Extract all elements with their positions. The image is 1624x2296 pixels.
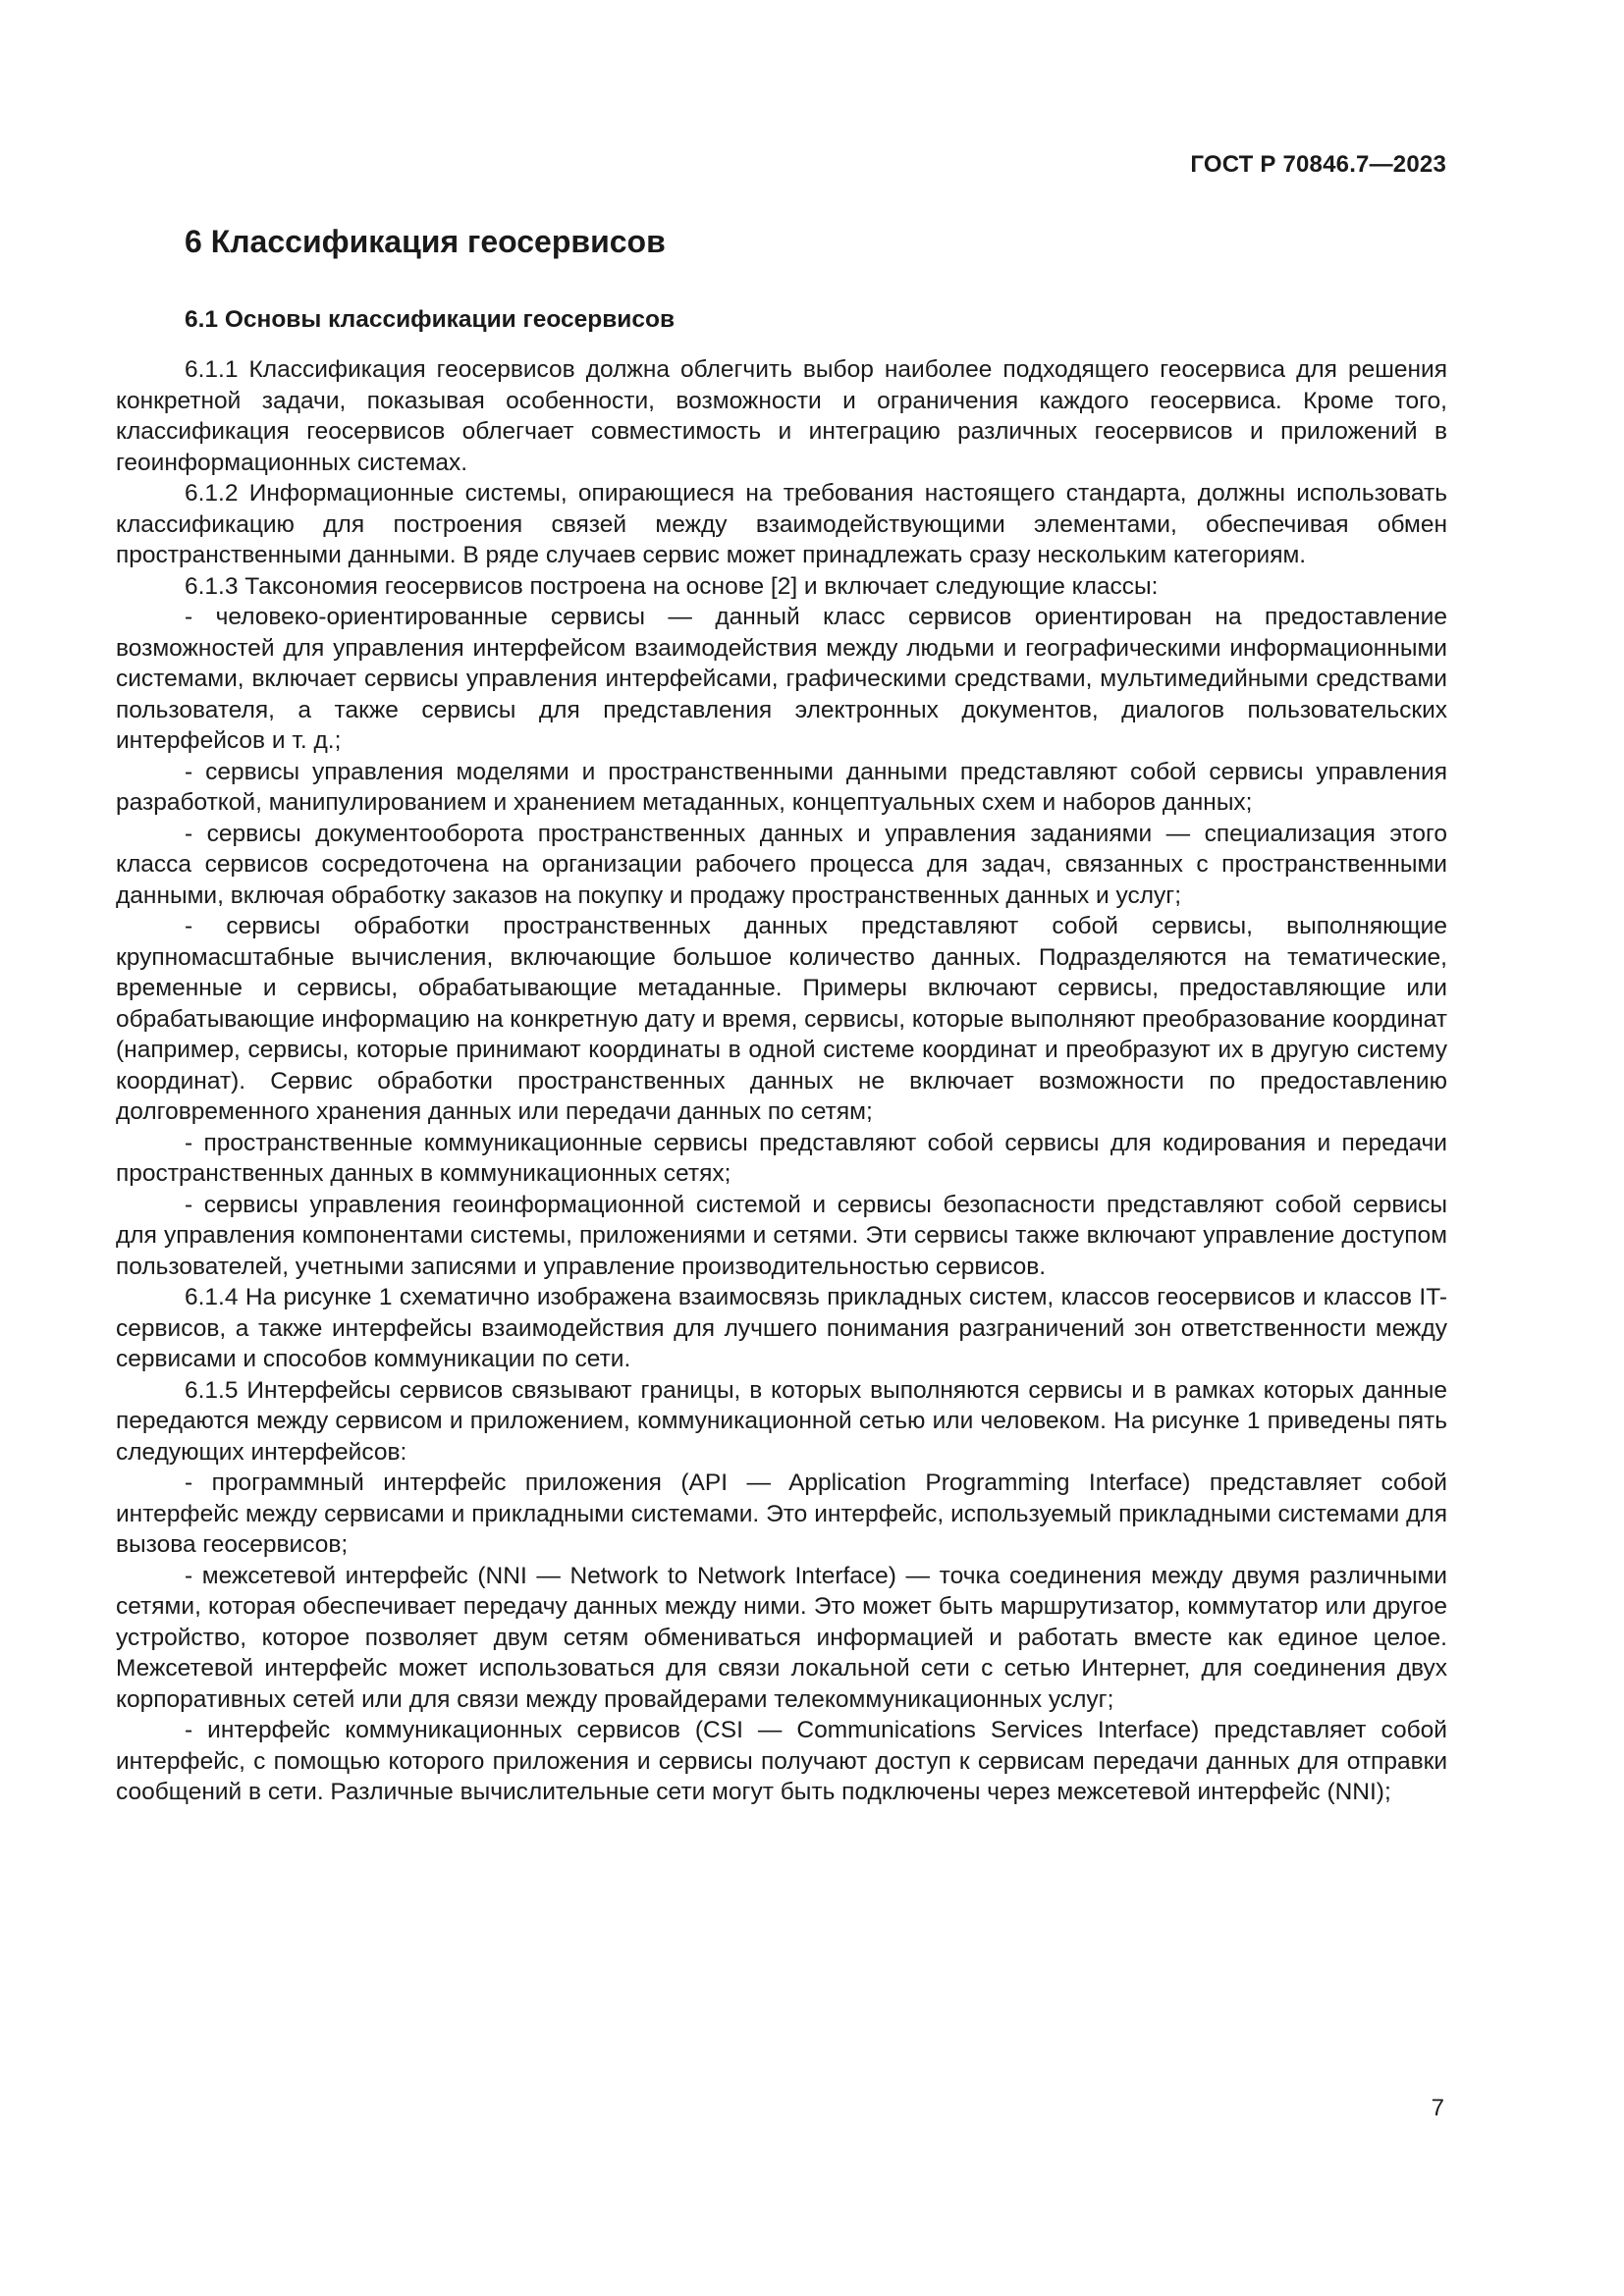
list-item: - человеко-ориентированные сервисы — данный класс сервисов ориентирован на предоставление возможностей для управления интерфейсом взаимодействия между людьми и географическими информационными системами, включает сервисы управления интерфейсами, графическими средствами, мультимедийными средствами пользователя, а также сервисы для представления электронных документов, диалогов пользовательских интерфейсов и т. д.; <box>116 604 1447 754</box>
list-item: - пространственные коммуникационные сервисы представляют собой сервисы для кодирования и передачи пространственных данных в коммуникационных сетях; <box>116 1129 1447 1187</box>
paragraph: 6.1.3 Таксономия геосервисов построена на основе [2] и включает следующие классы: <box>185 572 1159 600</box>
paragraph: 6.1.1 Классификация геосервисов должна облегчить выбор наиболее подходящего геосервиса для решения конкретной задачи, показывая особенности, возможности и ограничения каждого геосервиса. Кроме того, классификация геосервисов облегчает совместимость и интеграцию различных геосервисов и приложений в геоинформационных системах. <box>116 356 1447 476</box>
page-number: 7 <box>1431 2095 1444 2121</box>
list-item: - сервисы управления моделями и пространственными данными представляют собой сервисы управления разработкой, манипулированием и хранением метаданных, концептуальных схем и наборов данных; <box>116 758 1447 816</box>
paragraph: 6.1.2 Информационные системы, опирающиеся на требования настоящего стандарта, должны использовать классификацию для построения связей между взаимодействующими элементами, обеспечивая обмен пространственными данными. В ряде случаев сервис может принадлежать сразу нескольким категориям. <box>116 480 1447 568</box>
page-content <box>116 220 1447 1808</box>
document-code-header: ГОСТ Р 70846.7—2023 <box>1190 151 1446 178</box>
section-title: 6 Классификация геосервисов <box>185 224 666 259</box>
list-item: - сервисы обработки пространственных данных представляют собой сервисы, выполняющие крупномасштабные вычисления, включающие большое количество данных. Подразделяются на тематические, временные и сервисы, обрабатывающие метаданные. Примеры включают сервисы, предоставляющие или обрабатывающие информацию на конкретную дату и время, сервисы, которые выполняют преобразование координат (например, сервисы, которые принимают координаты в одной системе координат и преобразуют их в другую систему координат). Сервис обработки пространственных данных не включает возможности по предоставлению долговременного хранения данных или передачи данных по сетям; <box>116 913 1447 1125</box>
list-item: - сервисы управления геоинформационной системой и сервисы безопасности представляют собой сервисы для управления компонентами системы, приложениями и сетями. Эти сервисы также включают управление доступом пользователей, учетными записями и управление производительностью сервисов. <box>116 1191 1447 1280</box>
list-item: - интерфейс коммуникационных сервисов (CSI — Communications Services Interface) представляет собой интерфейс, с помощью которого приложения и сервисы получают доступ к сервисам передачи данных для отправки сообщений в сети. Различные вычислительные сети могут быть подключены через межсетевой интерфейс (NNI); <box>116 1717 1447 1805</box>
paragraph: 6.1.5 Интерфейсы сервисов связывают границы, в которых выполняются сервисы и в рамках которых данные передаются между сервисом и приложением, коммуникационной сетью или человеком. На рисунке 1 приведены пять следующих интерфейсов: <box>116 1376 1447 1466</box>
paragraph: 6.1.4 На рисунке 1 схематично изображена взаимосвязь прикладных систем, классов геосервисов и классов IT-сервисов, а также интерфейсы взаимодействия для лучшего понимания разграничений зон ответственности между сервисами и способов коммуникации по сети. <box>116 1284 1447 1372</box>
body-text <box>116 354 1447 1808</box>
list-item: - сервисы документооборота пространственных данных и управления заданиями — специализация этого класса сервисов сосредоточена на организации рабочего процесса для задач, связанных с пространственными данными, включая обработку заказов на покупку и продажу пространственных данных и услуг; <box>116 820 1447 909</box>
subsection-title: 6.1 Основы классификации геосервисов <box>185 306 676 333</box>
list-item: - межсетевой интерфейс (NNI — Network to Network Interface) — точка соединения между двумя различными сетями, которая обеспечивает передачу данных между ними. Это может быть маршрутизатор, коммутатор или другое устройство, которое позволяет двум сетям обмениваться информацией и работать вместе как единое целое. Межсетевой интерфейс может использоваться для связи локальной сети с сетью Интернет, для соединения двух корпоративных сетей или для связи между провайдерами телекоммуникационных услуг; <box>116 1562 1447 1713</box>
list-item: - программный интерфейс приложения (API — Application Programming Interface) представляет собой интерфейс между сервисами и прикладными системами. Это интерфейс, используемый прикладными системами для вызова геосервисов; <box>116 1469 1447 1558</box>
